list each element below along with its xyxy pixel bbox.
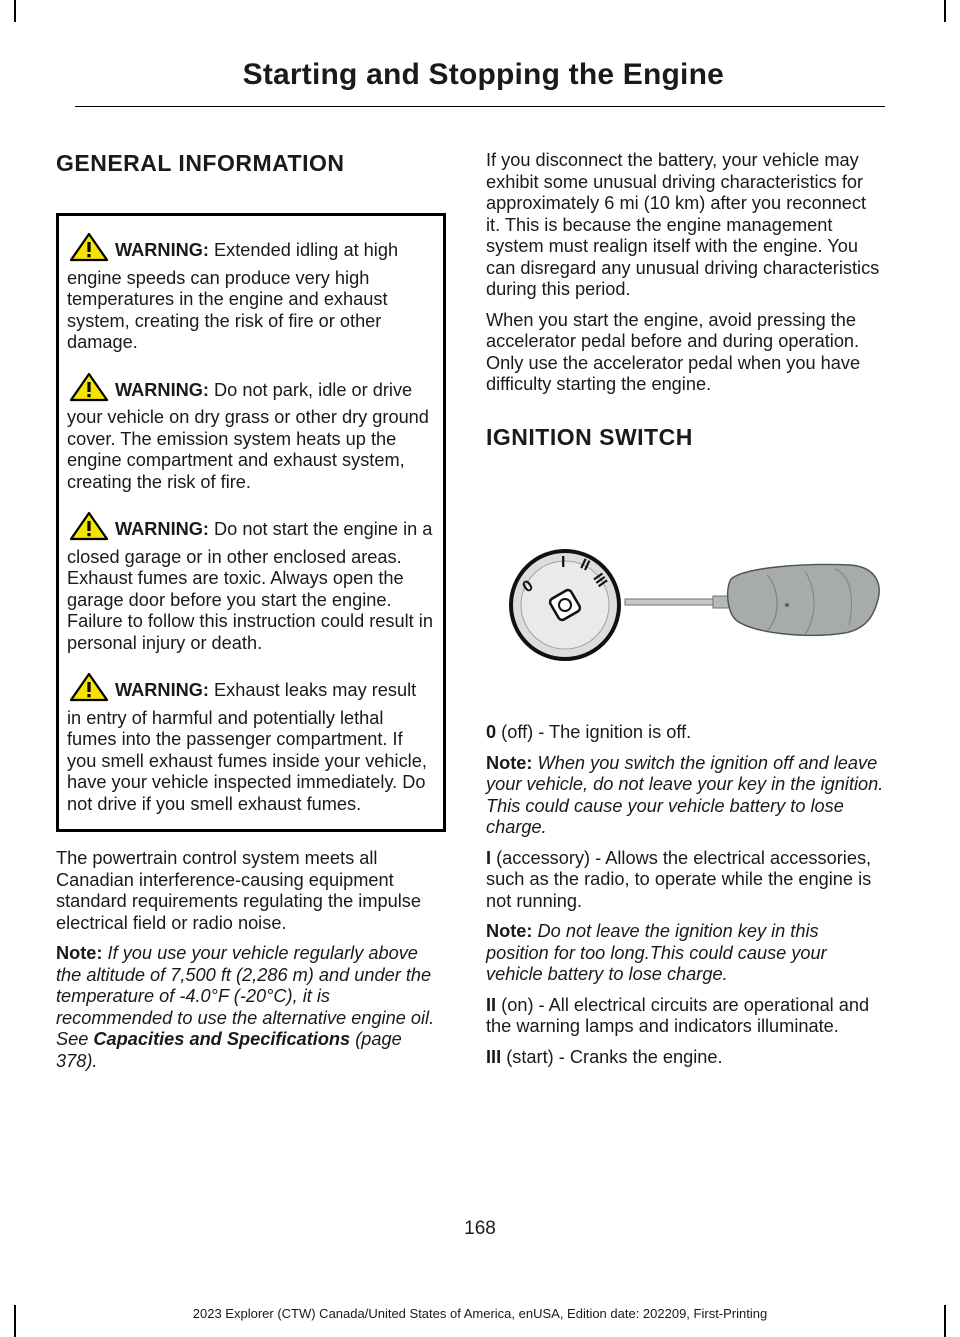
- warning-text: Exhaust leaks may result in entry of harmful and potentially lethal fumes into the passenger compartment. If you smell exhaust fumes inside your vehicle, have your vehicle inspected immediately. Do not drive if you smell exhaust fumes.: [67, 680, 427, 814]
- warning-item: [67, 511, 435, 654]
- warning-triangle-icon: [69, 232, 109, 268]
- warning-triangle-icon: [69, 372, 109, 408]
- crop-mark-top-left-v: [14, 0, 16, 22]
- note-text: When you switch the ignition off and leave your vehicle, do not leave your key in the ignition. This could cause your vehicle battery to lose charge.: [486, 752, 884, 837]
- note-key-in-ignition: [486, 753, 884, 839]
- footer-edition-info: 2023 Explorer (CTW) Canada/United States of America, enUSA, Edition date: 202209, First-Printing: [192, 1306, 768, 1321]
- warning-label: WARNING:: [115, 240, 209, 260]
- position-0-description: [486, 722, 884, 744]
- note-altitude: [56, 943, 446, 1072]
- dial-label-1: I: [561, 554, 566, 571]
- warning-label: WARNING:: [115, 680, 209, 700]
- warning-item: [67, 372, 435, 494]
- right-column: [486, 150, 884, 451]
- dial-label-2: II: [577, 555, 593, 575]
- warning-item: [67, 672, 435, 815]
- warning-text: Do not park, idle or drive your vehicle on dry grass or other dry ground cover. The emission system heats up the engine compartment and exhaust system, creating the risk of fire.: [67, 379, 429, 492]
- warning-label: WARNING:: [115, 379, 209, 400]
- section-heading-ignition-switch: IGNITION SWITCH: [486, 423, 693, 450]
- warning-triangle-icon: [69, 672, 109, 708]
- warning-text: Do not start the engine in a closed garage or in other enclosed areas. Exhaust fumes are toxic. Always open the garage door before you start the engine. Failure to follow this instruction could result in personal injury or death.: [67, 519, 433, 653]
- page-title: Starting and Stopping the Engine: [242, 58, 724, 91]
- position-label: I: [486, 847, 492, 868]
- dial-label-3: III: [589, 570, 611, 591]
- note-text: Do not leave the ignition key in this position for too long.This could cause your vehicle battery to lose charge.: [486, 921, 827, 984]
- position-text: (off) - The ignition is off.: [496, 722, 692, 742]
- position-text: (start) - Cranks the engine.: [501, 1046, 723, 1067]
- cross-reference-link[interactable]: Capacities and Specifications: [93, 1029, 351, 1049]
- position-label: II: [486, 994, 497, 1015]
- warning-triangle-icon: [69, 511, 109, 547]
- page-reference: (page 378).: [56, 1029, 402, 1071]
- note-text: If you use your vehicle regularly above the altitude of 7,500 ft (2,286 m) and under the temperature of -4.0°F (-20°C), it is recommended to use the alternative engine oil. See: [56, 943, 435, 1049]
- header-rule: [75, 106, 885, 107]
- page-number: 168: [464, 1218, 496, 1239]
- position-2-description: [486, 995, 884, 1038]
- warning-label: WARNING:: [115, 519, 209, 539]
- paragraph-battery: If you disconnect the battery, your vehicle may exhibit some unusual driving characteristics for approximately 6 mi (10 km) after you reconnect it. This is because the engine management system must realign itself with the engine. You can disregard any unusual driving characteristics during this period.: [486, 150, 880, 299]
- position-label: 0: [486, 722, 497, 742]
- ignition-positions: [486, 722, 884, 1077]
- paragraph-accelerator: When you start the engine, avoid pressing the accelerator pedal before and during operation. Only use the accelerator pedal when you have difficulty starting the engine.: [486, 309, 861, 394]
- position-1-description: [486, 848, 884, 913]
- ignition-key-illustration: [505, 545, 885, 685]
- note-label: Note:: [486, 921, 533, 941]
- key-fob: [728, 565, 880, 636]
- position-label: III: [486, 1046, 502, 1067]
- paragraph-interference: The powertrain control system meets all Canadian interference-causing equipment standard requirements regulating the impulse electrical field or radio noise.: [56, 848, 421, 933]
- position-text: (on) - All electrical circuits are operational and the warning lamps and indicators illuminate.: [486, 994, 870, 1036]
- warning-box: [56, 213, 446, 832]
- crop-mark-top-right-v: [944, 0, 946, 22]
- position-3-description: [486, 1047, 884, 1069]
- left-column: [56, 130, 446, 1081]
- dial-label-0: 0: [519, 577, 537, 597]
- note-label: Note:: [486, 752, 533, 773]
- note-accessory-duration: [486, 921, 884, 986]
- note-label: Note:: [56, 943, 103, 963]
- position-text: (accessory) - Allows the electrical accessories, such as the radio, to operate while the engine is not running.: [486, 847, 872, 911]
- warning-item: [67, 232, 435, 354]
- section-heading-general-information: GENERAL INFORMATION: [56, 150, 345, 176]
- warning-text: Extended idling at high engine speeds can produce very high temperatures in the engine and exhaust system, creating the risk of fire or other damage.: [67, 240, 399, 352]
